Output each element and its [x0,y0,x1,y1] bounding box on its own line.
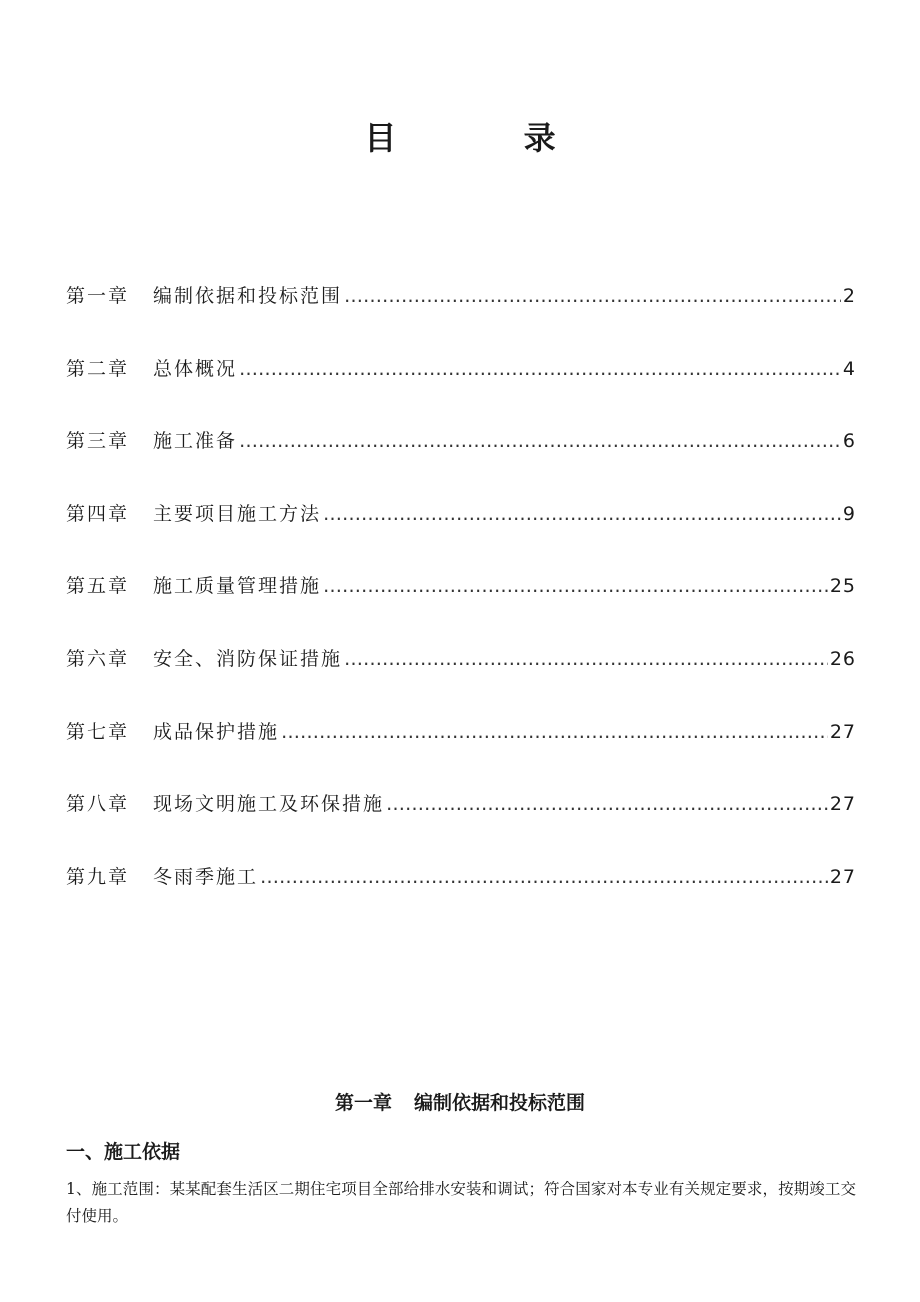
toc-dot-leader [323,496,841,532]
toc-dot-leader [344,641,828,677]
body-paragraph: 1、施工范围：某某配套生活区二期住宅项目全部给排水安装和调试；符合国家对本专业有关规定要求，按期竣工交付使用。 [66,1180,856,1225]
toc-chapter-name: 冬雨季施工 [153,865,259,888]
toc-page-number: 27 [829,793,856,816]
toc-chapter-name: 施工质量管理措施 [153,575,322,598]
toc-page-number: 9 [842,502,856,525]
toc-dot-leader [239,351,841,387]
toc-chapter-number: 第二章 [66,357,130,380]
toc-page-number: 27 [829,865,856,888]
toc-page-number: 26 [829,647,856,670]
toc-entry-1[interactable] [66,278,856,314]
toc-entry-6[interactable] [66,641,856,677]
toc-dot-leader [281,714,828,750]
toc-page-number: 25 [829,575,856,598]
toc-chapter-number: 第三章 [66,430,130,453]
toc-chapter-number: 第四章 [66,502,130,525]
section-heading: 一、施工依据 [66,1141,181,1163]
toc-page-number: 4 [842,357,856,380]
table-of-contents [66,278,856,931]
toc-chapter-name: 现场文明施工及环保措施 [153,793,385,816]
toc-dot-leader [344,278,841,314]
toc-page-number: 6 [842,430,856,453]
toc-page-number: 2 [842,285,856,307]
toc-chapter-name: 施工准备 [153,430,238,453]
toc-chapter-name: 总体概况 [153,357,238,380]
chapter-heading [0,1088,920,1118]
toc-dot-leader [386,786,828,822]
toc-chapter-number: 第九章 [66,865,130,888]
toc-page-number: 27 [829,720,856,743]
toc-entry-2[interactable] [66,351,856,387]
toc-entry-4[interactable] [66,496,856,532]
toc-chapter-name: 成品保护措施 [153,720,280,743]
chapter-heading-title: 编制依据和投标范围 [414,1092,586,1114]
toc-entry-7[interactable] [66,714,856,750]
toc-chapter-number: 第八章 [66,793,130,816]
toc-chapter-number: 第五章 [66,575,130,598]
toc-entry-9[interactable] [66,859,856,895]
toc-dot-leader [260,859,828,895]
toc-entry-5[interactable] [66,568,856,604]
toc-entry-8[interactable] [66,786,856,822]
toc-chapter-name: 主要项目施工方法 [153,502,322,525]
toc-dot-leader [323,568,828,604]
toc-chapter-number: 第一章 [66,285,130,307]
chapter-heading-number: 第一章 [334,1092,392,1114]
toc-chapter-number: 第七章 [66,720,130,743]
toc-entry-3[interactable] [66,423,856,459]
toc-chapter-number: 第六章 [66,647,130,670]
toc-title: 目 录 [364,119,614,157]
toc-chapter-name: 编制依据和投标范围 [153,285,343,307]
toc-chapter-name: 安全、消防保证措施 [153,647,343,670]
toc-dot-leader [239,423,841,459]
